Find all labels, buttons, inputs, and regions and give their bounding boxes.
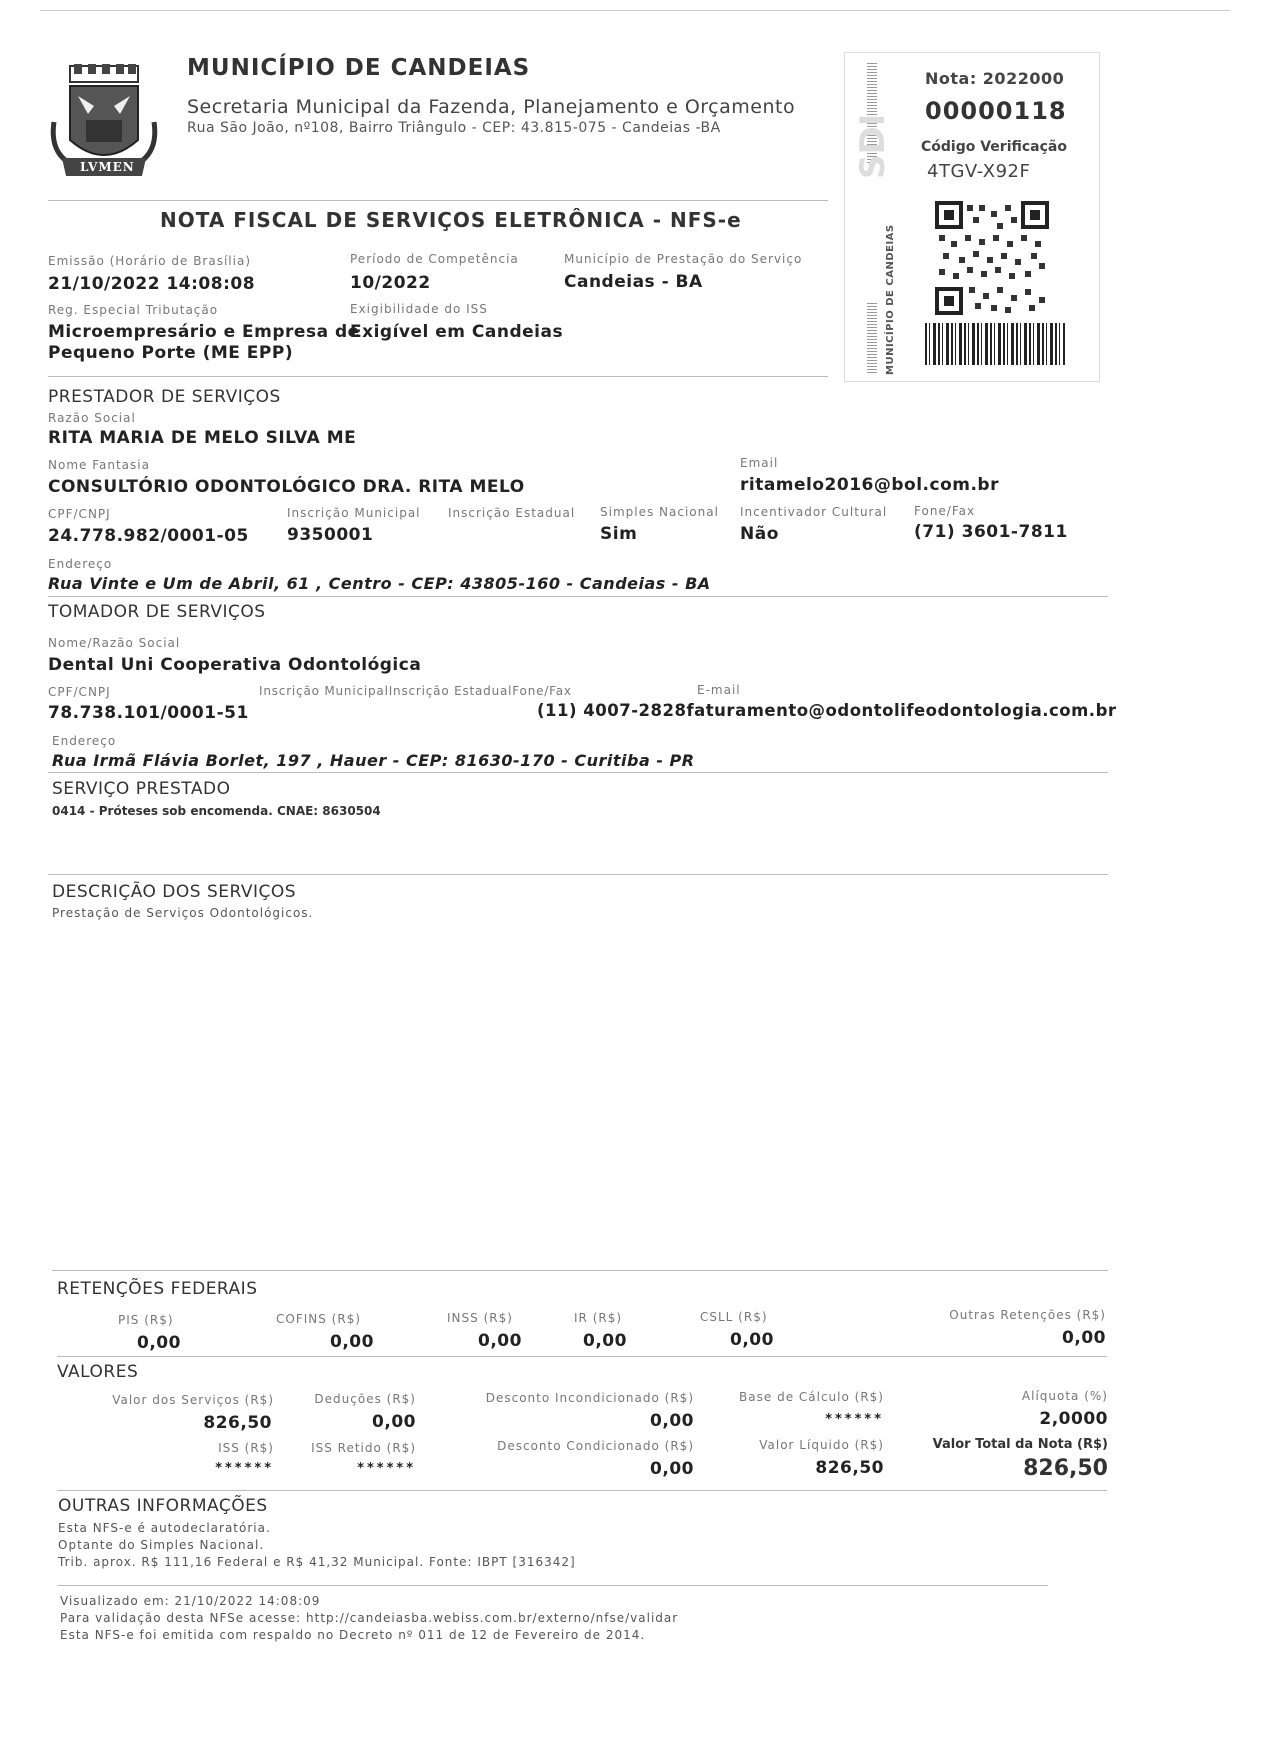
prestador-section-title: PRESTADOR DE SERVIÇOS — [48, 387, 281, 407]
emissao-label: Emissão (Horário de Brasília) — [48, 254, 251, 268]
regime-value-line1: Microempresário e Empresa de — [48, 322, 360, 342]
prestador-fone-value: (71) 3601-7811 — [914, 522, 1068, 542]
municipio-prestacao-label: Município de Prestação do Serviço — [564, 252, 803, 266]
iss-retido-label: ISS Retido (R$) — [311, 1441, 416, 1455]
descricao-divider — [52, 1270, 1108, 1271]
tomador-cnpj-label: CPF/CNPJ — [48, 685, 111, 699]
document-title: NOTA FISCAL DE SERVIÇOS ELETRÔNICA - NFS-e — [160, 208, 742, 232]
prestador-divider — [48, 596, 1108, 597]
cofins-label: COFINS (R$) — [276, 1312, 362, 1326]
department-name: Secretaria Municipal da Fazenda, Planejamento e Orçamento — [187, 96, 796, 118]
nome-fantasia-label: Nome Fantasia — [48, 458, 150, 472]
tomador-endereco-label: Endereço — [52, 734, 117, 748]
base-calculo-value: ****** — [825, 1412, 884, 1427]
tomador-email-label: E-mail — [697, 683, 741, 697]
cofins-value: 0,00 — [330, 1332, 374, 1352]
servico-divider — [48, 874, 1108, 875]
aliquota-value: 2,0000 — [1039, 1409, 1108, 1429]
header-divider — [48, 200, 828, 201]
base-calculo-label: Base de Cálculo (R$) — [739, 1390, 884, 1404]
department-address: Rua São João, nº108, Bairro Triângulo - CEP: 43.815-075 - Candeias -BA — [187, 120, 721, 136]
aliquota-label: Alíquota (%) — [1021, 1389, 1108, 1403]
descricao-section-title: DESCRIÇÃO DOS SERVIÇOS — [52, 882, 297, 902]
municipio-prestacao-value: Candeias - BA — [564, 272, 703, 292]
desconto-condicionado-value: 0,00 — [650, 1459, 694, 1479]
simples-value: Sim — [600, 524, 638, 544]
iss-value: ****** — [215, 1461, 274, 1476]
verification-code: 4TGV-X92F — [927, 161, 1031, 182]
regime-value-line2: Pequeno Porte (ME EPP) — [48, 343, 294, 363]
valor-total-label: Valor Total da Nota (R$) — [932, 1437, 1108, 1452]
tomador-section-title: TOMADOR DE SERVIÇOS — [48, 602, 266, 622]
desconto-incondicionado-label: Desconto Incondicionado (R$) — [485, 1391, 694, 1405]
outras-section-title: OUTRAS INFORMAÇÕES — [58, 1496, 268, 1516]
nota-box — [844, 52, 1100, 382]
outras-retencoes-value: 0,00 — [1062, 1328, 1106, 1348]
nota-label: Nota: 2022000 — [925, 69, 1065, 88]
servico-section-title: SERVIÇO PRESTADO — [52, 779, 231, 799]
incentivador-label: Incentivador Cultural — [740, 505, 888, 519]
outras-linha-3: Trib. aprox. R$ 111,16 Federal e R$ 41,32 Municipal. Fonte: IBPT [316342] — [58, 1555, 576, 1569]
pis-label: PIS (R$) — [118, 1313, 174, 1327]
emissao-divider — [48, 376, 828, 377]
prestador-email-label: Email — [740, 456, 779, 470]
watermark-logo: SDI — [853, 113, 893, 179]
valor-servicos-value: 826,50 — [203, 1413, 272, 1433]
retencoes-section-title: RETENÇÕES FEDERAIS — [57, 1279, 258, 1299]
tomador-nome-value: Dental Uni Cooperativa Odontológica — [48, 655, 422, 675]
deducoes-value: 0,00 — [372, 1412, 416, 1432]
razao-social-label: Razão Social — [48, 411, 136, 425]
outras-retencoes-label: Outras Retenções (R$) — [949, 1308, 1106, 1322]
descricao-value: Prestação de Serviços Odontológicos. — [52, 906, 314, 920]
prestador-endereco-label: Endereço — [48, 557, 113, 571]
incentivador-value: Não — [740, 524, 779, 544]
tomador-endereco-value: Rua Irmã Flávia Borlet, 197 , Hauer - CEP: 81630-170 - Curitiba - PR — [52, 751, 695, 770]
visualizado-em: Visualizado em: 21/10/2022 14:08:09 — [60, 1594, 321, 1608]
scan-edge — [40, 10, 1230, 11]
municipal-crest — [48, 62, 160, 180]
valor-servicos-label: Valor dos Serviços (R$) — [112, 1393, 274, 1407]
razao-social-value: RITA MARIA DE MELO SILVA ME — [48, 428, 357, 448]
ir-label: IR (R$) — [574, 1311, 623, 1325]
municipality-name: MUNICÍPIO DE CANDEIAS — [187, 55, 531, 81]
prestador-fone-label: Fone/Fax — [914, 504, 976, 518]
prestador-ie-label: Inscrição Estadual — [448, 506, 576, 520]
decreto-info: Esta NFS-e foi emitida com respaldo no Decreto nº 011 de 12 de Fevereiro de 2014. — [60, 1628, 646, 1642]
iss-retido-value: ****** — [357, 1461, 416, 1476]
periodo-value: 10/2022 — [350, 273, 431, 293]
regime-label: Reg. Especial Tributação — [48, 303, 219, 317]
validacao-url[interactable]: Para validação desta NFSe acesse: http://candeiasba.webiss.com.br/externo/nfse/validar — [60, 1611, 679, 1625]
pis-value: 0,00 — [137, 1333, 181, 1353]
prestador-endereco-value: Rua Vinte e Um de Abril, 61 , Centro - CEP: 43805-160 - Candeias - BA — [48, 574, 711, 593]
valores-section-title: VALORES — [57, 1362, 139, 1382]
tomador-divider — [48, 772, 1108, 773]
inss-label: INSS (R$) — [447, 1311, 513, 1325]
exigibilidade-label: Exigibilidade do ISS — [350, 302, 488, 316]
prestador-email-value[interactable]: ritamelo2016@bol.com.br — [740, 475, 999, 495]
periodo-label: Período de Competência — [350, 252, 519, 266]
retencoes-divider — [57, 1356, 1107, 1357]
valores-divider — [57, 1490, 1107, 1491]
vertical-barcode-strip-lower — [867, 303, 877, 373]
vertical-municipality-text: MUNICÍPIO DE CANDEIAS — [885, 224, 896, 375]
valor-liquido-label: Valor Líquido (R$) — [759, 1438, 884, 1452]
nota-number: 00000118 — [925, 97, 1067, 125]
csll-label: CSLL (R$) — [700, 1310, 768, 1324]
tomador-nome-label: Nome/Razão Social — [48, 636, 181, 650]
qr-code — [935, 201, 1049, 315]
outras-linha-2: Optante do Simples Nacional. — [58, 1538, 265, 1552]
tomador-cnpj-value: 78.738.101/0001-51 — [48, 703, 249, 723]
simples-label: Simples Nacional — [600, 505, 719, 519]
tomador-fone-email-value: (11) 4007-2828faturamento@odontolifeodontologia.com.br — [537, 701, 1117, 720]
desconto-condicionado-label: Desconto Condicionado (R$) — [497, 1439, 694, 1453]
prestador-cnpj-value: 24.778.982/0001-05 — [48, 526, 249, 546]
nome-fantasia-value: CONSULTÓRIO ODONTOLÓGICO DRA. RITA MELO — [48, 477, 525, 497]
crest-motto: LVMEN — [80, 160, 135, 174]
exigibilidade-value: Exigível em Candeias — [350, 322, 564, 342]
deducoes-label: Deduções (R$) — [314, 1392, 416, 1406]
emissao-value: 21/10/2022 14:08:08 — [48, 274, 256, 294]
iss-label: ISS (R$) — [218, 1441, 274, 1455]
prestador-im-label: Inscrição Municipal — [287, 506, 421, 520]
valor-total-value: 826,50 — [1023, 1456, 1108, 1481]
verification-code-label: Código Verificação — [921, 139, 1067, 155]
servico-value: 0414 - Próteses sob encomenda. CNAE: 8630504 — [52, 804, 381, 818]
barcode — [925, 323, 1065, 365]
prestador-cnpj-label: CPF/CNPJ — [48, 507, 111, 521]
outras-linha-1: Esta NFS-e é autodeclaratória. — [58, 1521, 271, 1535]
inss-value: 0,00 — [478, 1331, 522, 1351]
outras-divider — [58, 1585, 1048, 1586]
desconto-incondicionado-value: 0,00 — [650, 1411, 694, 1431]
csll-value: 0,00 — [730, 1330, 774, 1350]
valor-liquido-value: 826,50 — [815, 1458, 884, 1478]
tomador-inscricoes-label: Inscrição MunicipalInscrição EstadualFone/Fax — [259, 684, 572, 698]
ir-value: 0,00 — [583, 1331, 627, 1351]
prestador-im-value: 9350001 — [287, 525, 374, 545]
